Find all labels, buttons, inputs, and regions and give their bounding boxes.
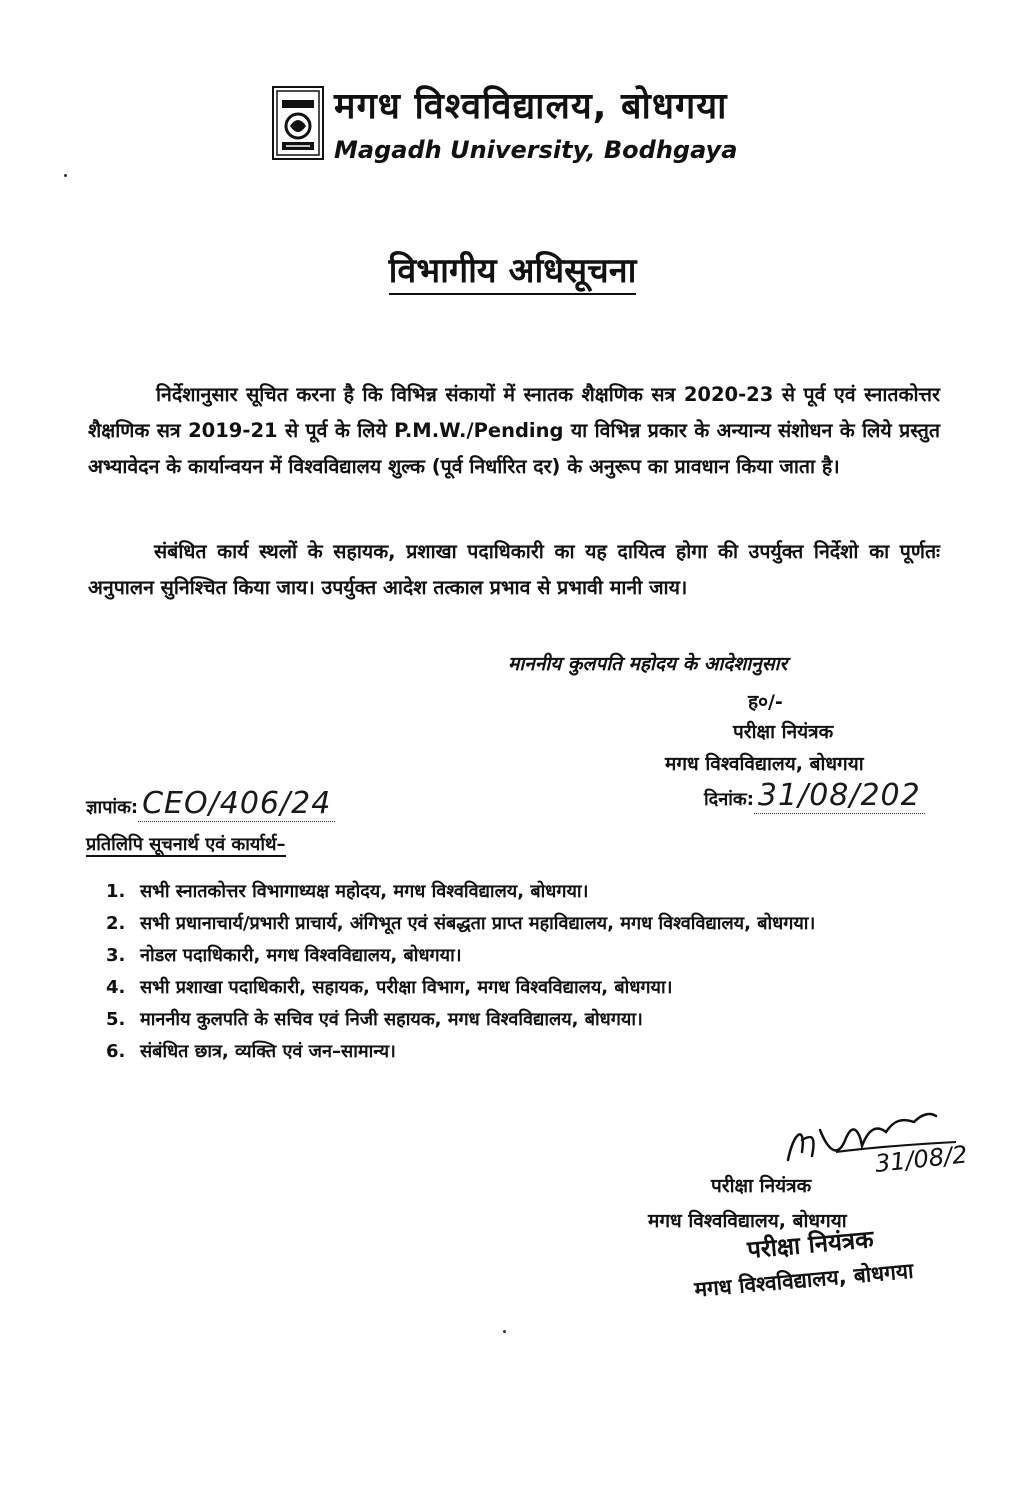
body-paragraph-1: निर्देशानुसार सूचित करना है कि विभिन्न संकायों में स्नातक शैक्षणिक सत्र 2020-23 से पूर्व एवं स्नातकोत्तर शैक्षणिक सत्र 2019-21 से पूर्व के लिये P.M.W./Pending या विभिन्न प्रकार के अन्यान्य संशोधन के लिये प्रस्तुत अभ्यावेदन के कार्यान्वयन में विश्वविद्यालय शुल्क (पूर्व निर्धारित दर) के अनुरूप का प्रावधान किया जाता है।: [88, 383, 940, 478]
list-item-number: 5.: [106, 1009, 126, 1030]
list-item-text: माननीय कुलपति के सचिव एवं निजी सहायक, मगध विश्वविद्यालय, बोधगया।: [140, 1009, 643, 1030]
list-item-number: 1.: [106, 881, 126, 902]
notice-title-text: विभागीय अधिसूचना: [389, 251, 637, 295]
university-logo-icon: [272, 86, 324, 160]
copy-heading: [86, 832, 286, 856]
copy-heading-text: प्रतिलिपि सूचनार्थ एवं कार्यार्थ–: [86, 834, 286, 855]
list-item-text: सभी प्रधानाचार्य/प्रभारी प्राचार्य, अंगिभूत एवं संबद्धता प्राप्त महाविद्यालय, मगध विश्वविद्यालय, बोधगया।: [140, 913, 816, 934]
body-paragraph-2: संबंधित कार्य स्थलों के सहायक, प्रशाखा पदाधिकारी का यह दायित्व होगा की उपर्युक्त निर्देशो का पूर्णतः अनुपालन सुनिश्चित किया जाय। उपर्युक्त आदेश तत्काल प्रभाव से प्रभावी मानी जाय।: [88, 540, 940, 599]
scan-speck: [64, 174, 67, 177]
university-name-hindi: मगध विश्वविद्यालय, बोधगया: [334, 86, 728, 127]
signatory-university: मगध विश्वविद्यालय, बोधगया: [648, 1210, 847, 1232]
list-item: [106, 876, 906, 908]
list-item-number: 6.: [106, 1041, 126, 1062]
list-item-text: सभी स्नातकोत्तर विभागाध्यक्ष महोदय, मगध विश्वविद्यालय, बोधगया।: [140, 881, 589, 902]
list-item: [106, 1036, 906, 1068]
list-item-number: 2.: [106, 913, 126, 934]
list-item-text: नोडल पदाधिकारी, मगध विश्वविद्यालय, बोधगया।: [140, 945, 462, 966]
list-item-number: 4.: [106, 977, 126, 998]
list-item-number: 3.: [106, 945, 126, 966]
memo-label: ज्ञापांक:: [86, 797, 139, 818]
list-item: [106, 940, 906, 972]
signature-date: 31/08/2: [873, 1140, 969, 1178]
list-item: [106, 972, 906, 1004]
order-line: माननीय कुलपति महोदय के आदेशानुसार: [508, 653, 788, 675]
date-label: दिनांक:: [704, 789, 754, 810]
recipient-list: [106, 876, 906, 1068]
stamp-line-2: मगध विश्वविद्यालय, बोधगया: [693, 1258, 915, 1302]
list-item-text: संबंधित छात्र, व्यक्ति एवं जन–सामान्य।: [140, 1041, 396, 1062]
handwritten-signature: [776, 1090, 986, 1180]
list-item: [106, 1004, 906, 1036]
university-name-english: Magadh University, Bodhgaya: [334, 136, 738, 164]
memo-number: [86, 786, 335, 821]
notice-title: [0, 246, 1025, 292]
stamp-line-1: परीक्षा नियंत्रक: [746, 1225, 875, 1265]
controller-title: परीक्षा नियंत्रक: [733, 721, 834, 743]
controller-university: मगध विश्वविद्यालय, बोधगया: [665, 753, 864, 775]
list-item: [106, 908, 906, 940]
signed-mark: ह०/-: [748, 691, 783, 713]
list-item-text: सभी प्रशाखा पदाधिकारी, सहायक, परीक्षा विभाग, मगध विश्वविद्यालय, बोधगया।: [140, 977, 673, 998]
signatory-title: परीक्षा नियंत्रक: [711, 1175, 812, 1197]
memo-value: CEO/406/24: [138, 786, 335, 822]
date-value: 31/08/202: [754, 778, 925, 814]
scan-speck: [503, 1330, 506, 1333]
issue-date: [704, 778, 925, 813]
